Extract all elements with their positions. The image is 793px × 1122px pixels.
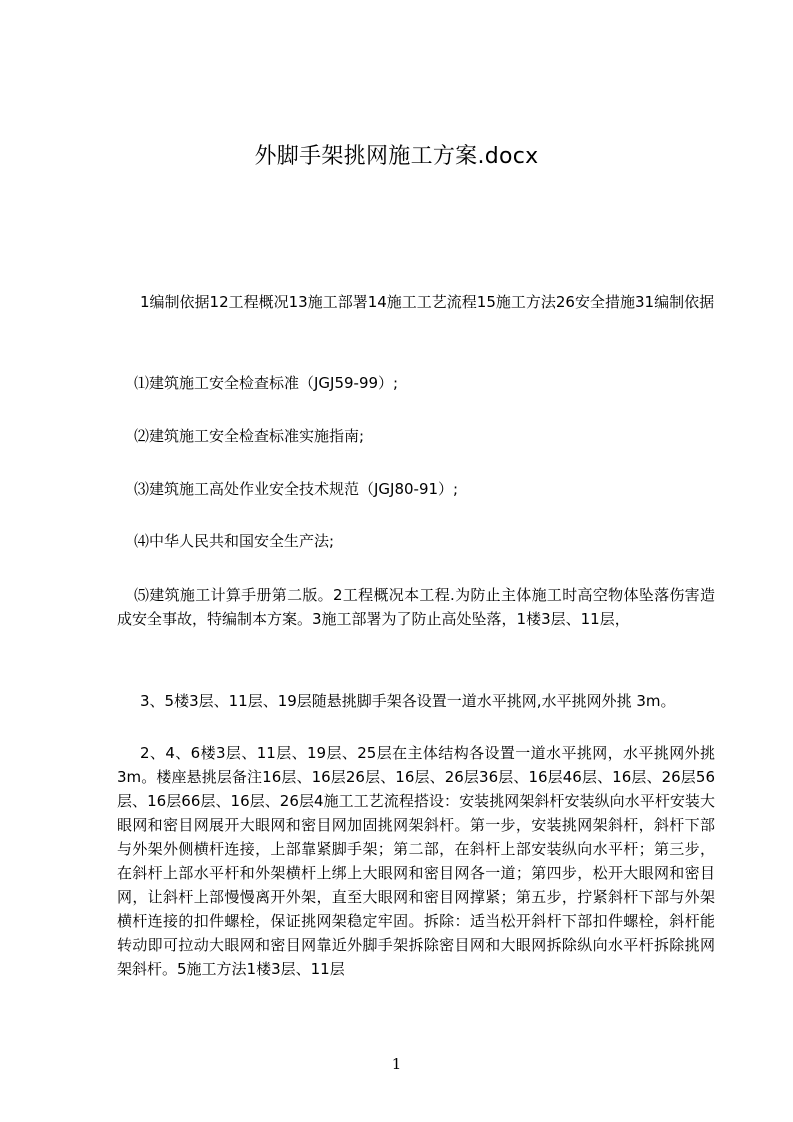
basis-item-2: ⑵建筑施工安全检查标准实施指南; — [134, 427, 365, 445]
buildings-2-4-6-process-paragraph: 2、4、6楼3层、11层、19层、25层在主体结构各设置一道水平挑网，水平挑网外挑3m。楼座悬挑层备注16层、16层26层、16层、26层36层、16层46层、16层、26层56层、16层66层、16层、26层4施工工艺流程搭设：安装挑网架斜杆安装纵向水平杆安装大眼网和密目网展开大眼网和密目网加固挑网架斜杆。第一步，安装挑网架斜杆，斜杆下部与外架外侧横杆连接，上部靠紧脚手架；第二部，在斜杆上部安装纵向水平杆；第三步，在斜杆上部水平杆和外架横杆上绑上大眼网和密目网各一道；第四步，松开大眼网和密目网，让斜杆上部慢慢离开外架，直至大眼网和密目网撑紧；第五步，拧紧斜杆下部与外架横杆连接的扣件螺栓，保证挑网架稳定牢固。拆除：适当松开斜杆下部扣件螺栓，斜杆能转动即可拉动大眼网和密目网靠近外脚手架拆除密目网和大眼网拆除纵向水平杆拆除挑网架斜杆。5施工方法1楼3层、11层 — [117, 744, 715, 978]
document-title: 外脚手架挑网施工方案.docx — [254, 144, 539, 169]
buildings-3-5-paragraph: 3、5楼3层、11层、19层随悬挑脚手架各设置一道水平挑网,水平挑网外挑 3m。 — [140, 692, 676, 710]
basis-item-5-overview-deployment: ⑸建筑施工计算手册第二版。2工程概况本工程.为防止主体施工时高空物体坠落伤害造成安全事故，特编制本方案。3施工部署为了防止高处坠落，1楼3层、11层， — [117, 586, 715, 628]
basis-item-4: ⑷中华人民共和国安全生产法; — [134, 532, 335, 550]
basis-item-1: ⑴建筑施工安全检查标准（JGJ59-99）; — [134, 374, 399, 392]
page-number: 1 — [391, 1055, 402, 1073]
toc-paragraph: 1编制依据12工程概况13施工部署14施工工艺流程15施工方法26安全措施31编制依据 — [140, 293, 715, 311]
basis-item-3: ⑶建筑施工高处作业安全技术规范（JGJ80-91）; — [134, 480, 459, 498]
